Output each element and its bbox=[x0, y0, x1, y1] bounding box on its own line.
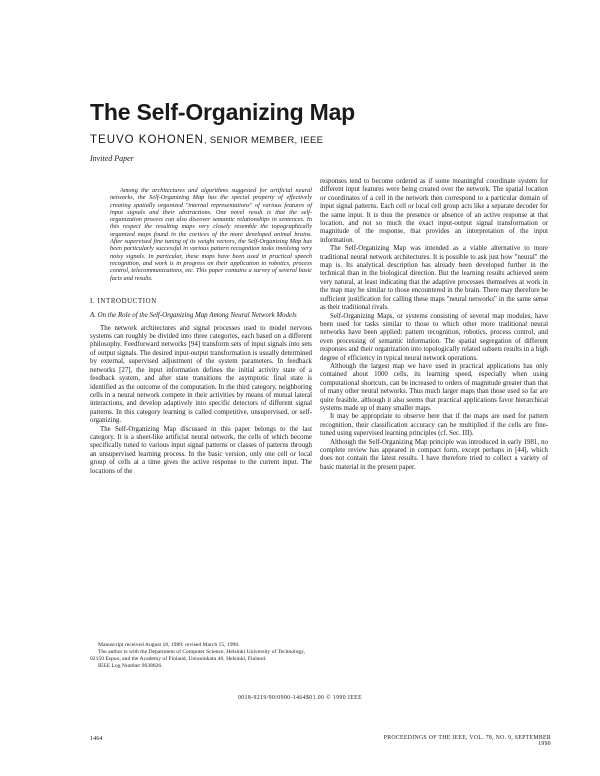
body-paragraph: The network architectures and signal processes used to model nervous systems can roughly be divided into three categories, each based on a different philosophy. Feedforward networks [94] transform sets of input signals into sets of output signals. The desired input-output transformation is usually determined by external, supervised adjustment of the system parameters. In feedback networks [27], the input information defines the initial activity state of a feedback system, and after state transitions the asymptotic final state is identified as the outcome of the computation. In the third category, neighboring cells in a neural network compete in their activities by means of mutual lateral interactions, and develop adaptively into specific detectors of different signal patterns. In this category learning is called competitive, unsupervised, or self-organizing. bbox=[90, 324, 312, 425]
paper-type-label: Invited Paper bbox=[90, 154, 134, 163]
left-column bbox=[90, 187, 312, 476]
body-paragraph: The Self-Organizing Map discussed in this paper belongs to the last category. It is a sheet-like artificial neural network, the cells of which become specifically tuned to various input signal patterns or classes of patterns through an unsupervised learning process. In the basic version, only one cell or local group of cells at a time gives the active response to the current input. The locations of the bbox=[90, 425, 312, 475]
footnote-affiliation: The author is with the Department of Computer Science, Helsinki University of Technology, 02150 Espoo, and the Academy of Finland, Unioninkatu 40, Helsinki, Finland. bbox=[90, 648, 305, 662]
paper-title: The Self-Organizing Map bbox=[90, 99, 356, 125]
journal-footer: PROCEEDINGS OF THE IEEE, VOL. 78, NO. 9, SEPTEMBER 1990 bbox=[383, 735, 551, 747]
abstract: Among the architectures and algorithms suggested for artificial neural networks, the Self-Organizing Map has the special property of effectively creating spatially organized "internal representations" of various features of input signals and their abstractions. One novel result is that the self-organization process can also discover semantic relationships in sentences. In this respect the resulting maps very closely resemble the topographically organized maps found in the cortices of the more developed animal brains. After supervised fine tuning of its weight vectors, the Self-Organizing Map has been particularly successful in various pattern recognition tasks involving very noisy signals. In particular, these maps have been used in practical speech recognition, and work is in progress on their application to robotics, process control, telecommunications, etc. This paper contains a survey of several basic facts and results. bbox=[110, 187, 312, 282]
page-number: 1464 bbox=[90, 735, 103, 742]
author-designation: , SENIOR MEMBER, IEEE bbox=[203, 135, 324, 146]
body-paragraph: responses tend to become ordered as if some meaningful coordinate system for different input features were being created over the network. The spatial location or coordinates of a cell in the network then correspond to a particular domain of input signal patterns. Each cell or local cell group acts like a separate decoder for the same input. It is thus the presence or absence of an active response at that location, and not so much the exact input-output signal transformation or magnitude of the response, that provides an interpretation of the input information. bbox=[320, 178, 548, 244]
author-name: TEUVO KOHONEN bbox=[90, 134, 204, 146]
right-column bbox=[320, 178, 548, 472]
body-paragraph: The Self-Organizing Map was intended as a viable alternative to more traditional neural network architectures. It is possible to ask just how "neural" the map is. Its analytical description has already been developed further in the technical than in the biological direction. But the learning results achieved seem very natural, at least indicating that the adaptive processes themselves at work in the map may be similar to those encountered in the brain. There may therefore be sufficient justification for calling these maps "neural networks" in the same sense as their traditional rivals. bbox=[320, 245, 548, 312]
body-paragraph: Self-Organizing Maps, or systems consisting of several map modules, have been used for tasks similar to those to which other more traditional neural networks have been applied: pattern recognition, robotics, process control, and even processing of semantic information. The spatial segregation of different responses and their organization into topologically related subsets results in a high degree of efficiency in typical neural network operations. bbox=[320, 312, 548, 362]
body-paragraph: It may be appropriate to observe here that if the maps are used for pattern recognition, their classification accuracy can be multiplied if the cells are fine-tuned using supervised learning principles (cf. Sec. III). bbox=[320, 413, 548, 438]
footnote-received: Manuscript received August 18, 1989; revised March 15, 1990. bbox=[98, 642, 240, 648]
footnote-log-number: IEEE Log Number 9038826. bbox=[98, 662, 163, 669]
author-line bbox=[90, 134, 323, 146]
subsection-heading: A. On the Role of the Self-Organizing Map Among Neural Network Models bbox=[90, 312, 297, 320]
body-paragraph: Although the Self-Organizing Map principle was introduced in early 1981, no complete review has appeared in compact form, except perhaps in [44], which does not contain the latest results. I have therefore tried to collect a variety of basic material in the present paper. bbox=[320, 438, 548, 471]
copyright-line: 0018-9219/90/0900-1464$01.00 © 1990 IEEE bbox=[237, 695, 363, 701]
footnote bbox=[90, 642, 312, 670]
section-heading: I. INTRODUCTION bbox=[90, 297, 157, 305]
body-paragraph: Although the largest map we have used in practical applications has only contained about 1000 cells, its learning speed, especially when using computational shortcuts, can be increased to orders of magnitude greater than that of many other neural networks. Thus much larger maps than those used so far are quite feasible, although it also seems that practical applications favor hierarchical systems made up of many smaller maps. bbox=[320, 362, 548, 412]
